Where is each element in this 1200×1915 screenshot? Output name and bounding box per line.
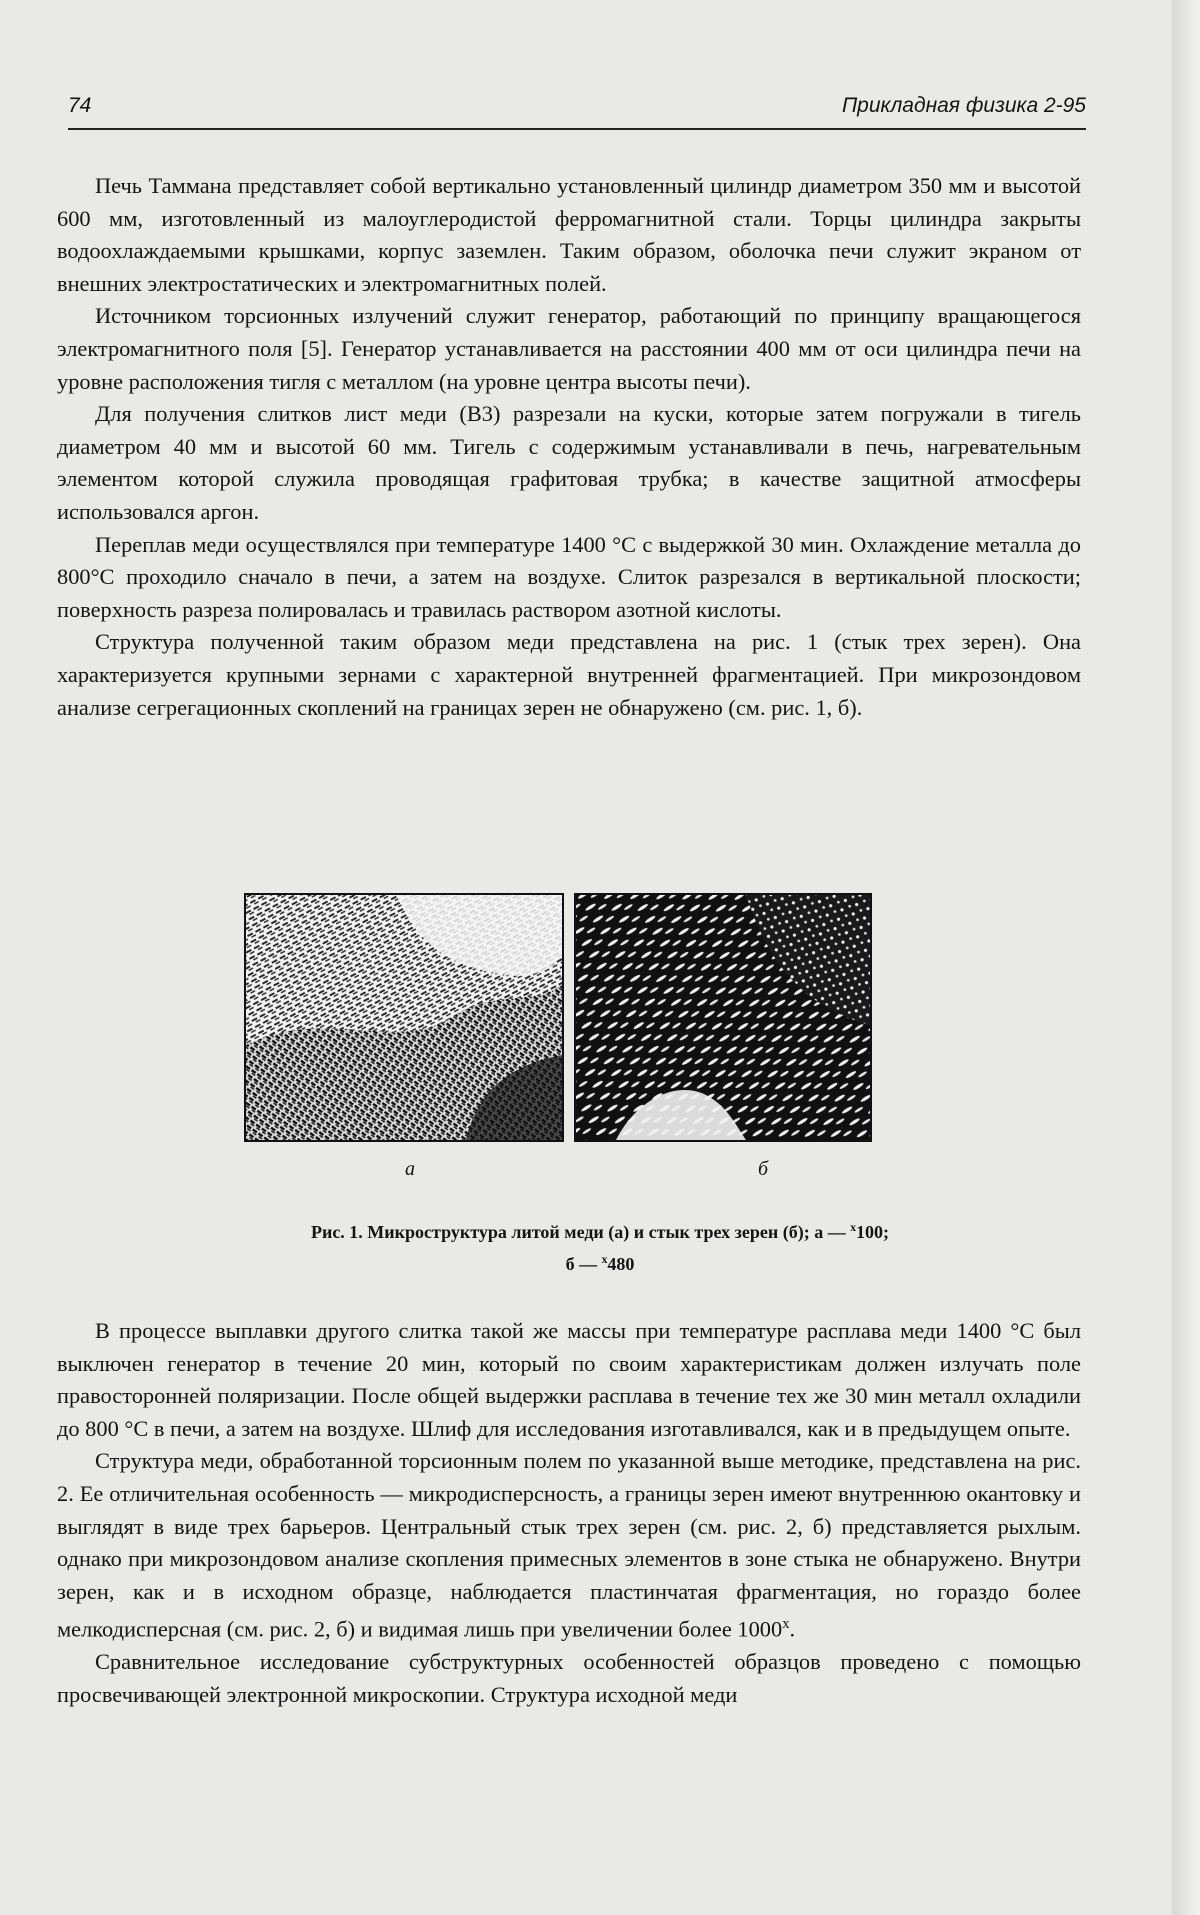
label-a: а [405,1158,415,1180]
paragraph: Структура полученной таким образом меди представлена на рис. 1 (стык трех зерен). Она характеризуется крупными зернами с характерной внутренней фрагментацией. При микрозондовом анализе сегрегационных скоплений на границах зерен не обнаружено (см. рис. 1, б). [57,629,1081,720]
journal-title: Прикладная физика 2-95 [841,94,1086,117]
caption-line-1: Рис. 1. Микроструктура литой меди (а) и стык трех зерен (б); а — $^х$100; [310,1221,890,1242]
paragraph: Переплав меди осуществлялся при температуре 1400 °С с выдержкой 30 мин. Охлаждение металла до 800°С проходило сначало в печи, а затем на воздухе. Слиток разрезался в вертикальной плоскости; поверхность разреза полировалась и травилась раствором азотной кислоты. [57,531,1081,622]
micrograph-a [244,893,564,1142]
paragraph: Источником торсионных излучений служит генератор, работающий по принципу вращающегося электромагнитного поля [5]. Генератор устанавливается на расстоянии 400 мм от оси цилиндра печи на уровне расположения тигля с металлом (на уровне центра высоты печи). [57,303,1081,394]
page-header [68,92,1086,130]
article-text-bottom [57,1315,1081,1712]
paragraph: Сравнительное исследование субструктурных особенностей образцов проведено с помощью просвечивающей электронной микроскопии. Структура исходной меди [57,1649,1081,1707]
figure-caption [150,1214,1050,1278]
label-b: б [758,1158,769,1180]
paragraph: Печь Таммана представляет собой вертикально установленный цилиндр диаметром 350 мм и высотой 600 мм, изготовленный из малоуглеродистой ферромагнитной стали. Торцы цилиндра закрыты водоохлаждаемыми крышками, корпус заземлен. Таким образом, оболочка печи служит экраном от внешних электростатических и электромагнитных полей. [57,173,1081,296]
page-number: 74 [68,94,92,117]
paragraph: Структура меди, обработанной торсионным полем по указанной выше методике, представлена на рис. 2. Ее отличительная особенность — микродисперсность, а границы зерен имеют внутреннюю окантовку и выглядят в виде трех барьеров. Центральный стык трех зерен (см. рис. 2, б) представляется рыхлым. однако при микрозондовом анализе скопления примесных элементов в зоне стыка не обнаружено. Внутри зерен, как и в исходном образце, наблюдается пластинчатая фрагментация, но гораздо более мелкодисперсная (см. рис. 2, б) и видимая лишь при увеличении более $1000^х$. [57,1448,1081,1642]
article-text-top [57,170,1081,724]
figure-1 [244,893,870,1143]
page-edge [1172,0,1200,1915]
paragraph: В процессе выплавки другого слитка такой же массы при температуре расплава меди 1400 °С был выключен генератор в течение 20 мин, который по своим характеристикам должен излучать поле правосторонней поляризации. После общей выдержки расплава в течение тех же 30 мин металл охладили до 800 °С в печи, а затем на воздухе. Шлиф для исследования изготавливался, как и в предыдущем опыте. [57,1318,1081,1441]
micrograph-b [574,893,872,1142]
caption-line-2: б — $^х$480 [565,1253,635,1274]
paragraph: Для получения слитков лист меди (В3) разрезали на куски, которые затем погружали в тигель диаметром 40 мм и высотой 60 мм. Тигель с содержимым устанавливали в печь, нагревательным элементом которой служила проводящая графитовая трубка; в качестве защитной атмосферы использовался аргон. [57,401,1081,524]
